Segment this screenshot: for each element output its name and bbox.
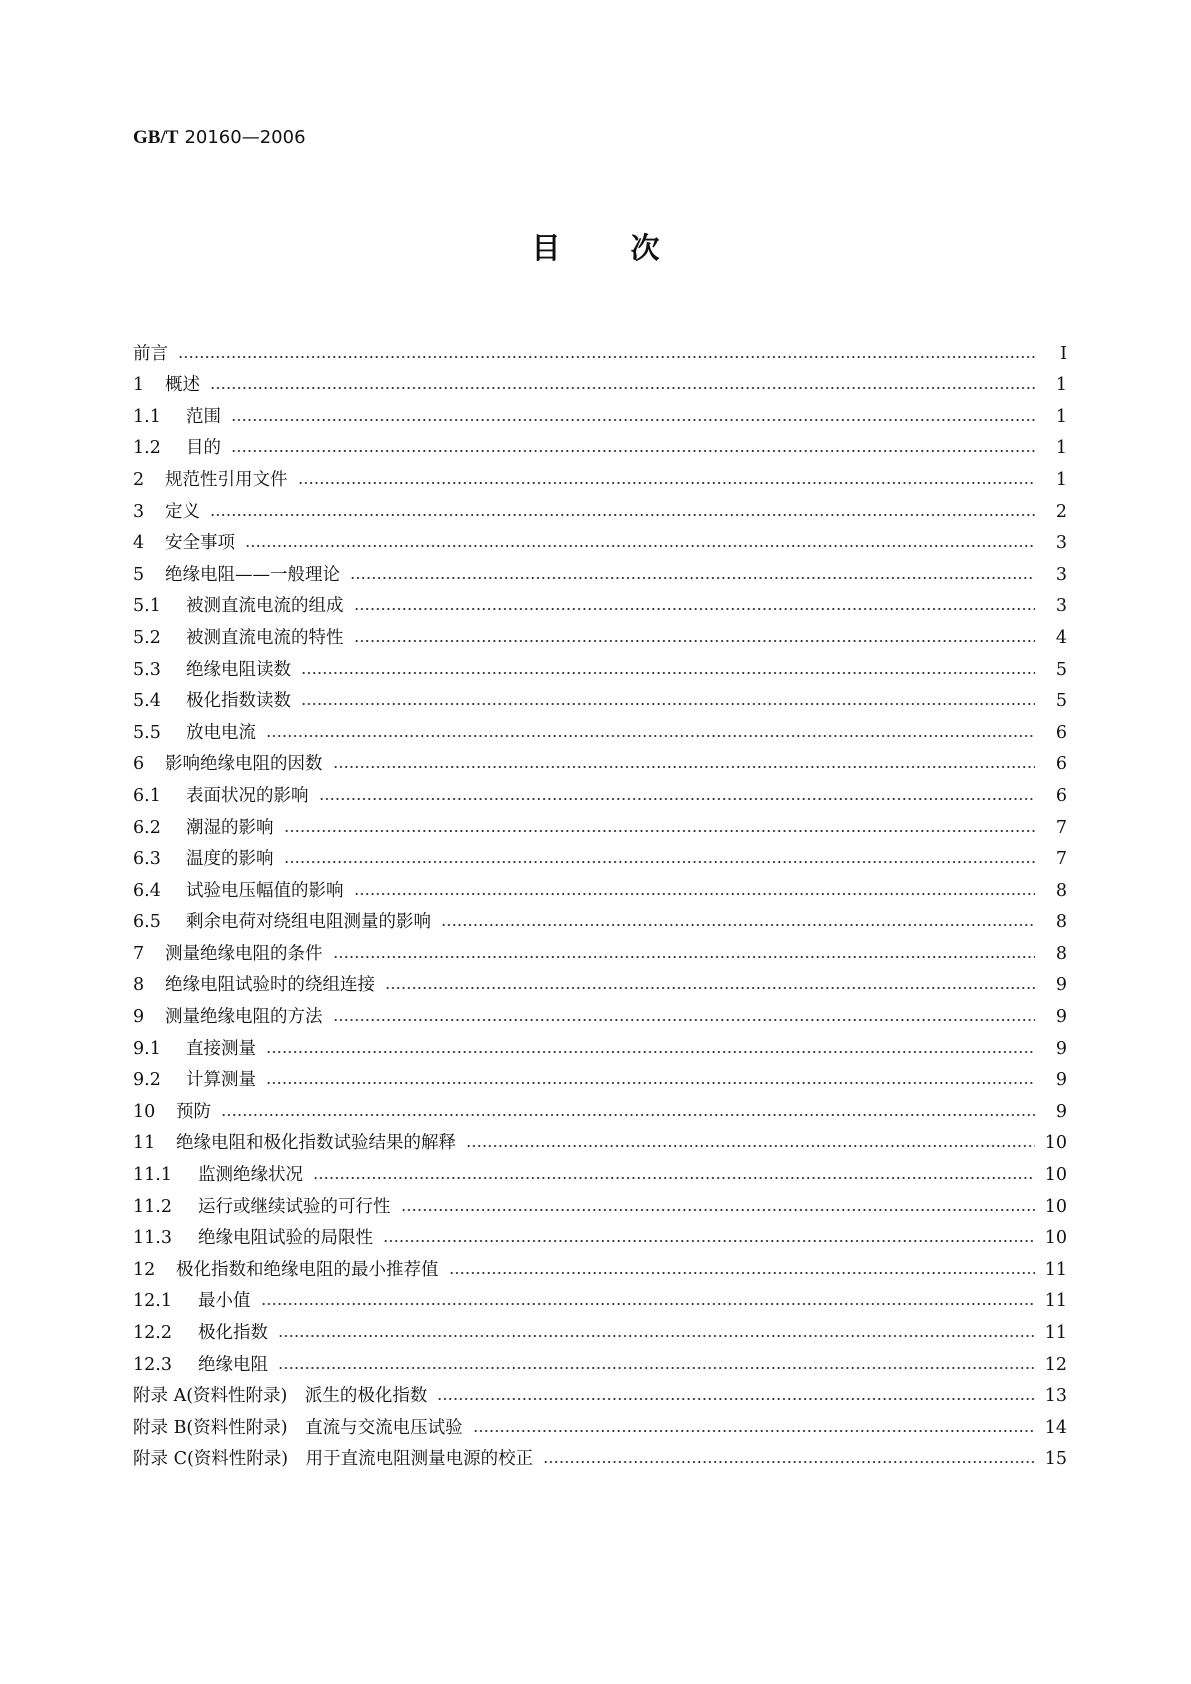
toc-entry[interactable] xyxy=(133,365,1067,397)
toc-entry-page: 5 xyxy=(1055,659,1067,680)
toc-entry-title: 极化指数和绝缘电阻的最小推荐值 xyxy=(176,1259,439,1280)
toc-entry-title: 剩余电荷对绕组电阻测量的影响 xyxy=(186,912,431,933)
toc-entry-title: 温度的影响 xyxy=(186,849,274,870)
toc-entry-title: 监测绝缘状况 xyxy=(198,1165,303,1186)
title-char: 目 xyxy=(531,231,561,265)
toc-entry-number: 6.3 xyxy=(133,849,161,870)
toc-entry-title: 规范性引用文件 xyxy=(165,469,288,490)
toc-entry-page: 7 xyxy=(1055,817,1067,838)
toc-entry[interactable] xyxy=(133,839,1067,871)
toc-entry[interactable] xyxy=(133,775,1067,807)
toc-entry-page: 11 xyxy=(1044,1323,1067,1343)
toc-entry[interactable] xyxy=(133,712,1067,744)
dot-leader xyxy=(301,671,1035,675)
toc-entry[interactable] xyxy=(133,902,1067,934)
toc-entry[interactable] xyxy=(133,333,1067,365)
toc-entry-number: 1.1 xyxy=(133,406,161,427)
toc-entry-number: 12 xyxy=(133,1259,156,1280)
toc-entry-page: 1 xyxy=(1055,469,1067,490)
toc-entry-number: 12.2 xyxy=(133,1323,172,1343)
dot-leader xyxy=(449,1271,1036,1275)
toc-entry-page: 9 xyxy=(1055,1070,1067,1091)
dot-leader xyxy=(473,1429,1035,1433)
dot-leader xyxy=(333,765,1036,769)
toc-entry-number: 9.1 xyxy=(133,1038,161,1059)
dot-leader xyxy=(354,639,1036,643)
dot-leader xyxy=(441,923,1035,927)
toc-entry-number: 12.1 xyxy=(133,1291,172,1312)
toc-entry[interactable] xyxy=(133,459,1067,491)
toc-entry-title: 绝缘电阻试验时的绕组连接 xyxy=(165,975,375,996)
dot-leader xyxy=(354,892,1036,896)
dot-leader xyxy=(301,702,1035,706)
toc-entry-page: 10 xyxy=(1044,1228,1067,1249)
toc-entry-page: 3 xyxy=(1055,596,1067,617)
toc-entry-page: 6 xyxy=(1055,722,1067,743)
toc-entry-page: 9 xyxy=(1055,1007,1067,1028)
toc-entry[interactable] xyxy=(133,1028,1067,1060)
toc-entry[interactable] xyxy=(133,1281,1067,1313)
standard-code: GB/T xyxy=(133,127,179,148)
dot-leader xyxy=(266,1081,1035,1085)
dot-leader xyxy=(284,829,1036,833)
toc-entry[interactable] xyxy=(133,1344,1067,1376)
toc-entry-page: 15 xyxy=(1044,1449,1067,1470)
toc-entry[interactable] xyxy=(133,523,1067,555)
toc-entry-page: 7 xyxy=(1055,849,1067,870)
toc-entry-title: 范围 xyxy=(186,406,221,427)
title-char: 次 xyxy=(630,231,660,265)
toc-entry-page: 4 xyxy=(1055,627,1067,648)
dot-leader xyxy=(401,1208,1036,1212)
toc-entry-page: 9 xyxy=(1055,1101,1067,1122)
toc-entry-page: 9 xyxy=(1055,1038,1067,1059)
toc-entry-number: 5.4 xyxy=(133,691,161,712)
dot-leader xyxy=(278,1334,1035,1338)
dot-leader xyxy=(543,1460,1035,1464)
toc-entry-page: 9 xyxy=(1055,975,1067,996)
toc-entry[interactable] xyxy=(133,996,1067,1028)
toc-entry-title: 被测直流电流的组成 xyxy=(186,596,344,617)
table-of-contents xyxy=(133,333,1067,1470)
toc-entry-title: 试验电压幅值的影响 xyxy=(186,880,344,901)
toc-entry-page: 10 xyxy=(1044,1133,1067,1154)
toc-entry-page: 3 xyxy=(1055,533,1067,554)
toc-entry[interactable] xyxy=(133,1439,1067,1471)
toc-entry-number: 6.5 xyxy=(133,912,161,933)
toc-entry-number: 1.2 xyxy=(133,438,161,459)
dot-leader xyxy=(437,1397,1035,1401)
toc-entry-number: 5.2 xyxy=(133,627,161,648)
dot-leader xyxy=(313,1176,1035,1180)
dot-leader xyxy=(266,1050,1035,1054)
toc-entry[interactable] xyxy=(133,965,1067,997)
standard-number xyxy=(133,126,306,149)
dot-leader xyxy=(245,544,1035,548)
toc-entry-page: 6 xyxy=(1055,785,1067,806)
toc-entry[interactable] xyxy=(133,586,1067,618)
toc-entry[interactable] xyxy=(133,1186,1067,1218)
toc-entry-title: 计算测量 xyxy=(186,1070,256,1091)
toc-entry-title: 绝缘电阻和极化指数试验结果的解释 xyxy=(176,1133,456,1154)
toc-entry-page: 5 xyxy=(1055,691,1067,712)
toc-entry-number: 5.3 xyxy=(133,659,161,680)
dot-leader xyxy=(385,986,1035,990)
toc-entry-number: 11.2 xyxy=(133,1196,172,1217)
toc-entry-title: 附录 B(资料性附录) 直流与交流电压试验 xyxy=(133,1417,463,1438)
toc-entry-page: 8 xyxy=(1055,912,1067,933)
dot-leader xyxy=(261,1302,1036,1306)
toc-entry[interactable] xyxy=(133,1091,1067,1123)
toc-entry-page: 2 xyxy=(1055,501,1067,522)
toc-entry[interactable] xyxy=(133,396,1067,428)
toc-entry-title: 目的 xyxy=(186,438,221,459)
dot-leader xyxy=(231,449,1035,453)
dot-leader xyxy=(221,1113,1035,1117)
dot-leader xyxy=(298,481,1036,485)
toc-entry-page: 3 xyxy=(1055,564,1067,585)
page-title xyxy=(0,226,1191,267)
toc-entry-page: 1 xyxy=(1055,438,1067,459)
toc-entry-number: 9.2 xyxy=(133,1070,161,1091)
dot-leader xyxy=(333,955,1036,959)
toc-entry-page: I xyxy=(1060,343,1067,364)
toc-entry-page: 1 xyxy=(1055,375,1067,396)
toc-entry[interactable] xyxy=(133,1249,1067,1281)
toc-entry-title: 影响绝缘电阻的因数 xyxy=(165,754,323,775)
toc-entry-title: 潮湿的影响 xyxy=(186,817,274,838)
toc-entry-number: 11 xyxy=(133,1133,156,1154)
dot-leader xyxy=(278,1366,1035,1370)
toc-entry[interactable] xyxy=(133,649,1067,681)
toc-entry-page: 8 xyxy=(1055,880,1067,901)
toc-entry-number: 4 xyxy=(133,533,145,554)
toc-entry-page: 10 xyxy=(1044,1165,1067,1186)
toc-entry-number: 9 xyxy=(133,1007,145,1028)
toc-entry-page: 8 xyxy=(1055,943,1067,964)
toc-entry-title: 直接测量 xyxy=(186,1038,256,1059)
toc-entry-number: 10 xyxy=(133,1101,156,1122)
toc-entry[interactable] xyxy=(133,554,1067,586)
toc-entry-number: 12.3 xyxy=(133,1354,172,1375)
toc-entry-title: 测量绝缘电阻的条件 xyxy=(165,943,323,964)
toc-entry-title: 极化指数读数 xyxy=(186,691,291,712)
toc-entry[interactable] xyxy=(133,491,1067,523)
toc-entry-title: 附录 A(资料性附录) 派生的极化指数 xyxy=(133,1386,428,1407)
toc-entry-number: 6.4 xyxy=(133,880,161,901)
toc-entry-title: 附录 C(资料性附录) 用于直流电阻测量电源的校正 xyxy=(133,1449,534,1470)
toc-entry[interactable] xyxy=(133,1407,1067,1439)
toc-entry[interactable] xyxy=(133,933,1067,965)
toc-entry[interactable] xyxy=(133,1376,1067,1408)
toc-entry-number: 6.1 xyxy=(133,785,161,806)
dot-leader xyxy=(178,355,1035,359)
dot-leader xyxy=(319,797,1036,801)
toc-entry-page: 12 xyxy=(1044,1354,1067,1375)
toc-entry-title: 测量绝缘电阻的方法 xyxy=(165,1007,323,1028)
toc-entry-page: 10 xyxy=(1044,1196,1067,1217)
toc-entry-title: 前言 xyxy=(133,343,168,364)
toc-entry-page: 11 xyxy=(1044,1259,1067,1280)
toc-entry[interactable] xyxy=(133,681,1067,713)
toc-entry-title: 安全事项 xyxy=(165,533,235,554)
toc-entry[interactable] xyxy=(133,744,1067,776)
toc-entry[interactable] xyxy=(133,1123,1067,1155)
dot-leader xyxy=(210,386,1035,390)
toc-entry-title: 极化指数 xyxy=(198,1323,268,1343)
toc-entry[interactable] xyxy=(133,870,1067,902)
toc-entry-title: 绝缘电阻试验的局限性 xyxy=(198,1228,373,1249)
toc-entry-number: 5.5 xyxy=(133,722,161,743)
dot-leader xyxy=(354,607,1036,611)
toc-entry-page: 13 xyxy=(1044,1386,1067,1407)
toc-entry-number: 11.1 xyxy=(133,1165,172,1186)
toc-entry-title: 定义 xyxy=(165,501,200,522)
toc-entry-number: 8 xyxy=(133,975,145,996)
toc-entry-title: 绝缘电阻——一般理论 xyxy=(165,564,340,585)
toc-entry-title: 概述 xyxy=(165,375,200,396)
toc-entry-number: 6.2 xyxy=(133,817,161,838)
toc-entry[interactable] xyxy=(133,1154,1067,1186)
toc-entry-title: 表面状况的影响 xyxy=(186,785,309,806)
toc-entry-number: 5.1 xyxy=(133,596,161,617)
toc-entry[interactable] xyxy=(133,1312,1067,1344)
toc-entry-title: 最小值 xyxy=(198,1291,251,1312)
dot-leader xyxy=(383,1239,1035,1243)
toc-entry[interactable] xyxy=(133,1060,1067,1092)
toc-entry-title: 运行或继续试验的可行性 xyxy=(198,1196,391,1217)
toc-entry[interactable] xyxy=(133,428,1067,460)
dot-leader xyxy=(350,576,1035,580)
toc-entry-number: 11.3 xyxy=(133,1228,172,1249)
toc-entry[interactable] xyxy=(133,617,1067,649)
toc-entry-number: 1 xyxy=(133,375,145,396)
toc-entry-page: 1 xyxy=(1055,406,1067,427)
toc-entry-number: 6 xyxy=(133,754,145,775)
toc-entry-page: 11 xyxy=(1044,1291,1067,1312)
toc-entry-title: 绝缘电阻读数 xyxy=(186,659,291,680)
toc-entry-number: 7 xyxy=(133,943,145,964)
toc-entry-number: 5 xyxy=(133,564,145,585)
dot-leader xyxy=(333,1018,1036,1022)
toc-entry-title: 被测直流电流的特性 xyxy=(186,627,344,648)
toc-entry-number: 3 xyxy=(133,501,145,522)
toc-entry-title: 预防 xyxy=(176,1101,211,1122)
dot-leader xyxy=(266,734,1035,738)
toc-entry-page: 14 xyxy=(1044,1417,1067,1438)
dot-leader xyxy=(231,418,1035,422)
toc-entry-number: 2 xyxy=(133,469,145,490)
toc-entry[interactable] xyxy=(133,1218,1067,1250)
toc-entry-page: 6 xyxy=(1055,754,1067,775)
dot-leader xyxy=(466,1144,1035,1148)
toc-entry[interactable] xyxy=(133,807,1067,839)
dot-leader xyxy=(210,513,1035,517)
toc-entry-title: 放电电流 xyxy=(186,722,256,743)
toc-entry-title: 绝缘电阻 xyxy=(198,1354,268,1375)
standard-year: 20160—2006 xyxy=(184,127,306,148)
dot-leader xyxy=(284,860,1036,864)
